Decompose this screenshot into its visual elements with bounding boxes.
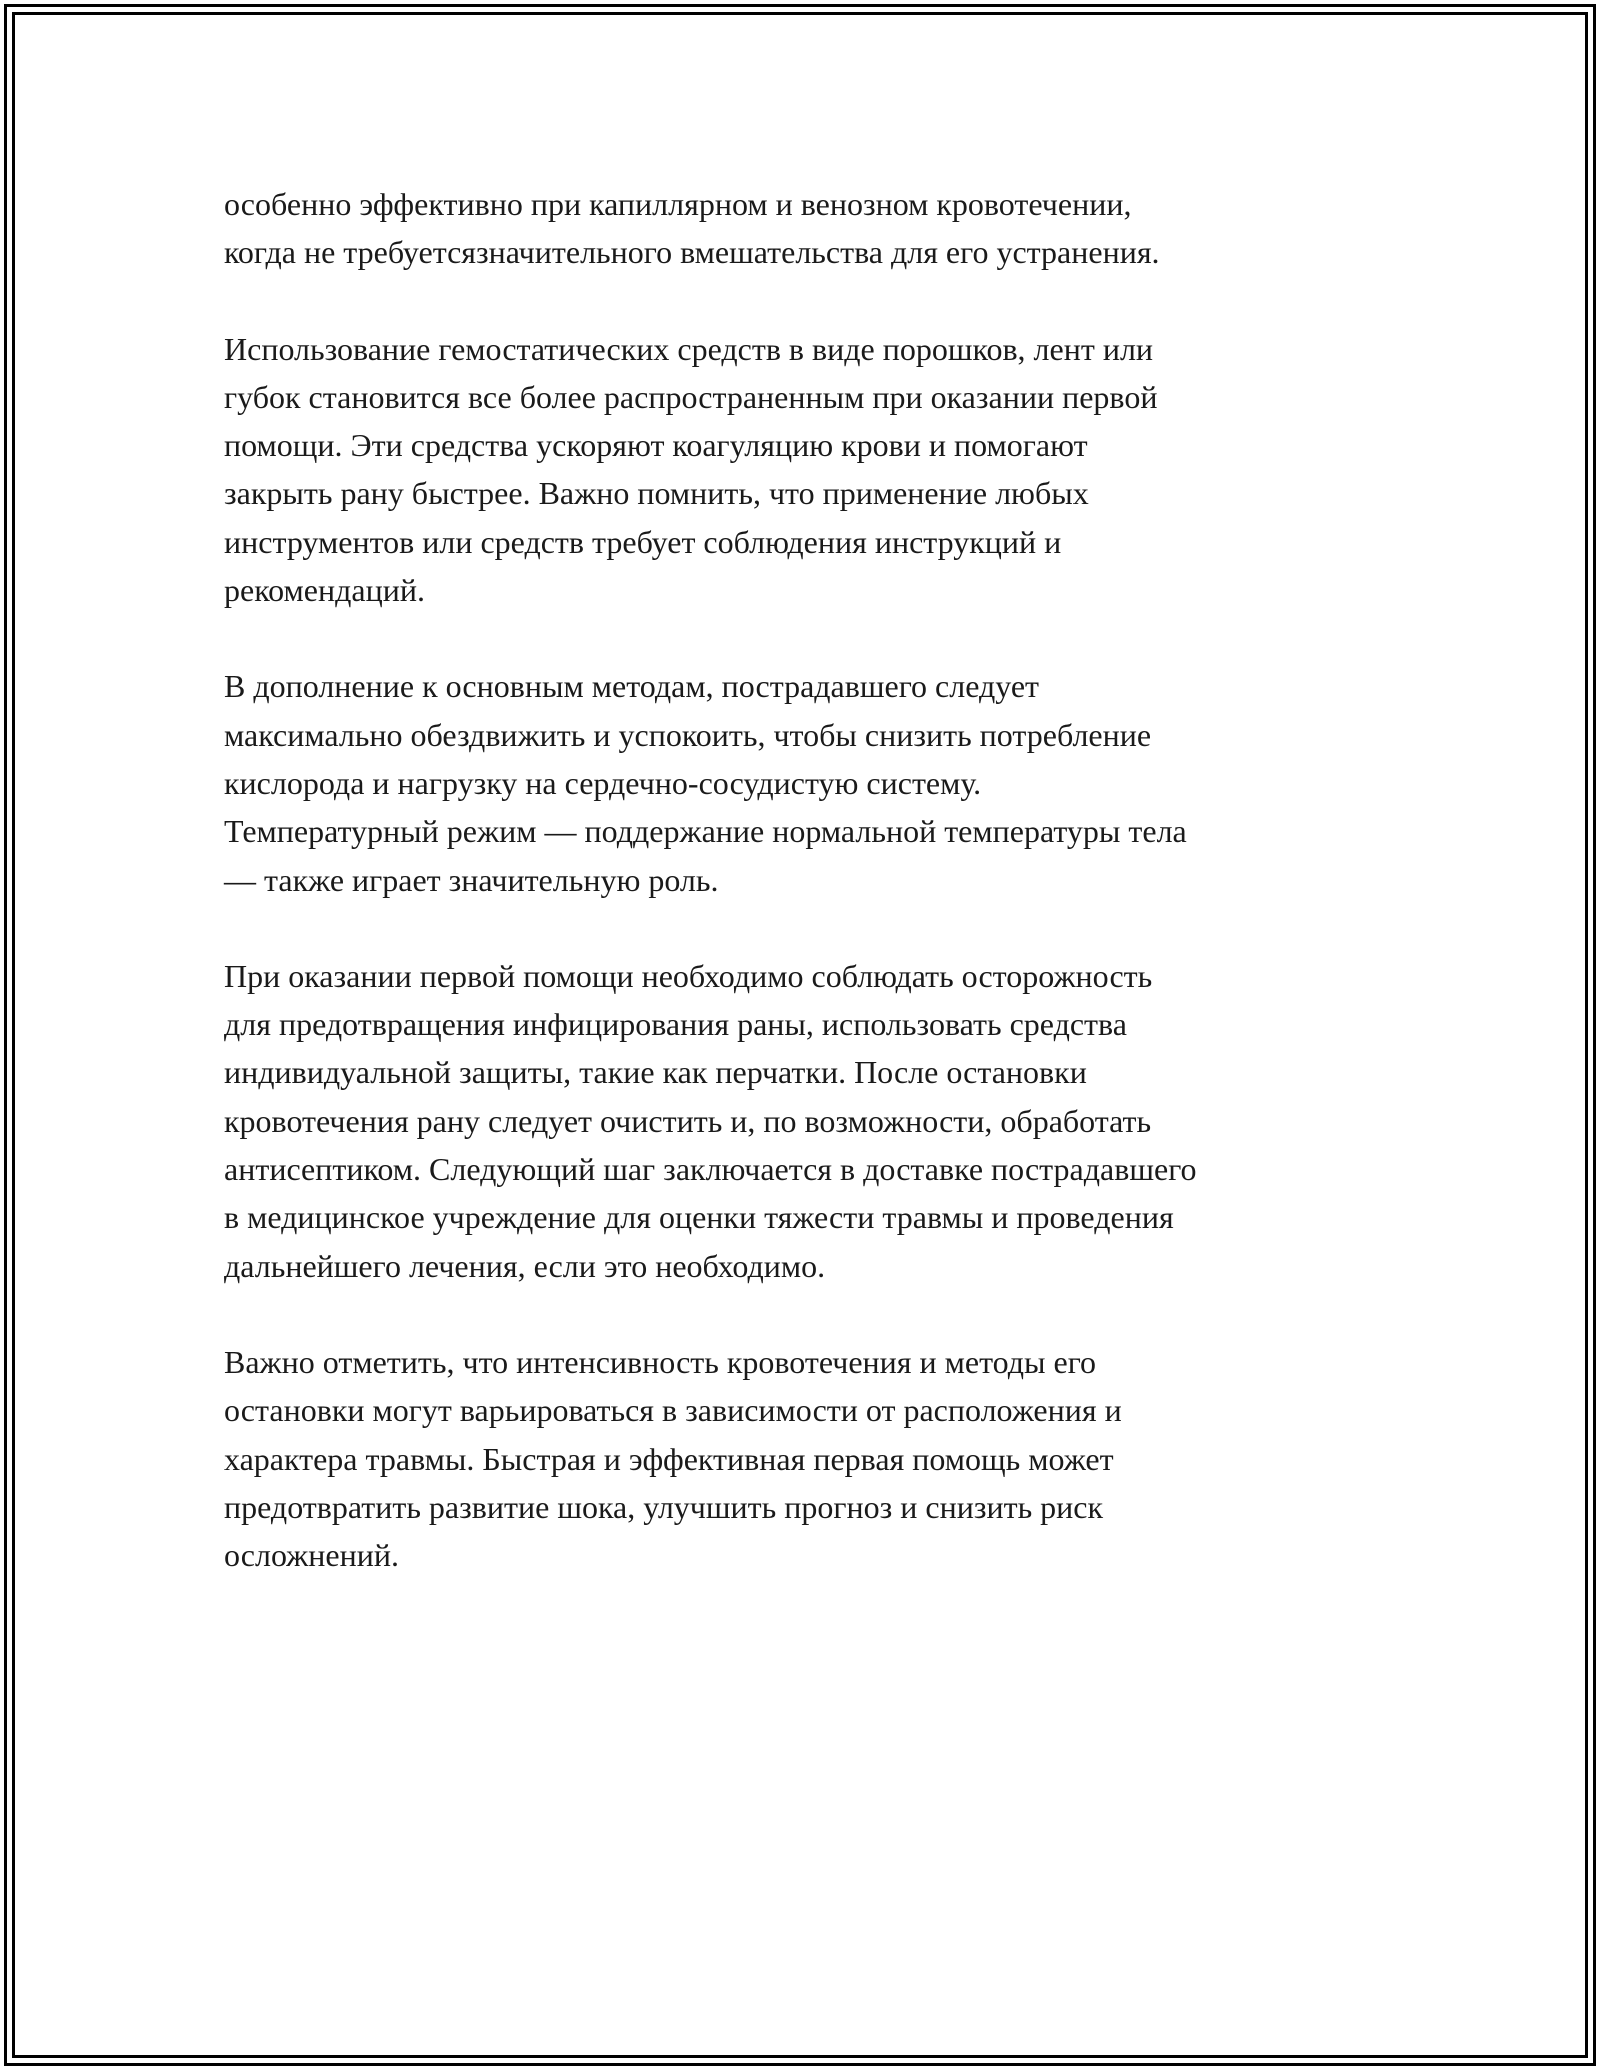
- paragraph: Использование гемостатических средств в виде порошков, лент или губок становится все более распространенным при оказании первой помощи. Эти средства ускоряют коагуляцию крови и помогают закрыть рану быстрее. Важно помнить, что применение любых инструментов или средств требует соблюдения инструкций и рекомендаций.: [224, 330, 1158, 609]
- paragraph: В дополнение к основным методам, пострадавшего следует максимально обездвижить и успокоить, чтобы снизить потребление кислорода и нагрузку на сердечно-сосудистую систему. Температурный режим — поддержание нормальной температуры тела — также играет значительную роль.: [224, 668, 1187, 898]
- paragraph: При оказании первой помощи необходимо соблюдать осторожность для предотвращения инфицирования раны, использовать средства индивидуальной защиты, такие как перчатки. После остановки кровотечения рану следует очистить и, по возможности, обработать антисептиком. Следующий шаг заключается в доставке пострадавшего в медицинское учреждение для оценки тяжести травмы и проведения дальнейшего лечения, если это необходимо.: [224, 957, 1197, 1284]
- paragraph: особенно эффективно при капиллярном и венозном кровотечении, когда не требуетсязначительного вмешательства для его устранения.: [224, 186, 1160, 271]
- page-content: [224, 180, 1364, 1627]
- paragraph: Важно отметить, что интенсивность кровотечения и методы его остановки могут варьироваться в зависимости от расположения и характера травмы. Быстрая и эффективная первая помощь может предотвратить развитие шока, улучшить прогноз и снизить риск осложнений.: [224, 1343, 1122, 1574]
